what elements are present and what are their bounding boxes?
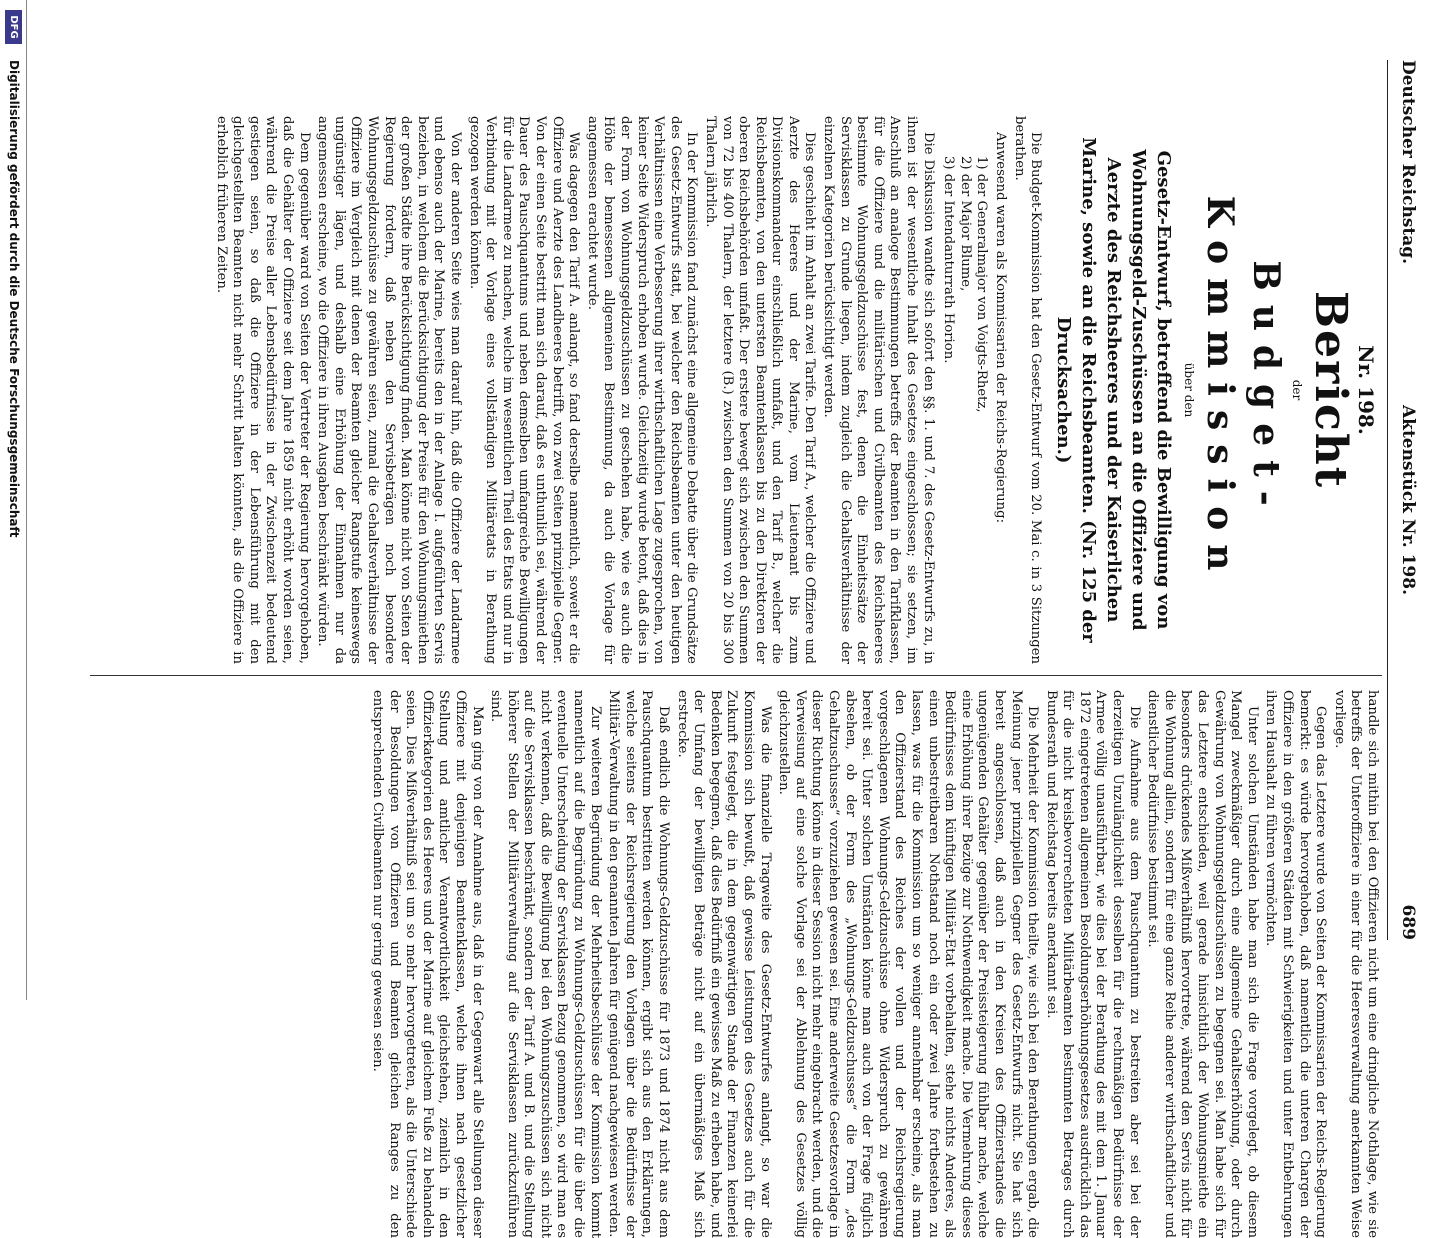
list-item: 1) der Generalmajor von Voigts-Rhetz, bbox=[974, 156, 990, 413]
dfg-logo: DFG bbox=[5, 10, 22, 44]
document-title: Bericht bbox=[1305, 290, 1357, 490]
page-number: 689 bbox=[1398, 904, 1418, 940]
paragraph: Gegen das Letztere wurde von Seiten der Kommissarien der Reichs-Regierung bemerkt: es würde hervorgehoben, daß namentlich die unteren Chargen der Offiziere in den größeren Städten mit Schwierigkeiten und unter Entbehrungen ihren Haushalt zu führen vermöchten. bbox=[1263, 690, 1329, 1238]
paragraph: Daß endlich die Wohnungs-Geldzuschüsse für 1873 und 1874 nicht aus dem Pauschquantum bestritten werden können, ergibt sich aus den Erklärungen, welche seitens der Reichsregierung den Vorlagen über die Bedürfnisse der Militär-Verwaltung in den genannten Jahren für genügend nachgewiesen werden. bbox=[606, 690, 672, 1238]
paragraph: Was die finanzielle Tragweite des Gesetz-Entwurfes anlangt, so war die Kommission sich bewußt, daß gewisse Leistungen des Gesetzes auch für die Zukunft festgelegt, die in dem gegenwärtigen Stande der Finanzen keinerlei Bedenken begegnen, daß dies Bedürfniß ein gewisses Maß zu erheben habe, und der Umfang der bewilligten Beträge nicht auf ein übermäßiges Maß sich erstrecke. bbox=[674, 690, 773, 1238]
running-head bbox=[1390, 60, 1424, 940]
paragraph: Die Budget-Kommission hat den Gesetz-Entwurf vom 20. Mai c. in 3 Sitzungen berathen. bbox=[1011, 116, 1044, 664]
paragraph: Zur weiteren Begründung der Mehrheitsbeschlüsse der Kommission kommt namentlich auf die Begründung zu Wohnungs-Geldzuschüssen für die über die eventuelle Unterscheidung der Servisklassen Bezug genommen, so wird man es nicht verkennen, daß die Bewilligung bei den Wohnungszuschüssen sich nicht auf die Servisklassen beschränkt, sondern der Tarif A. und B. und die Stellung höherer Stellen der Militärverwaltung auf die Servisklassen zurückzuführen sind. bbox=[488, 690, 603, 1238]
paragraph: Die Aufnahme aus dem Pauschquantum zu bestreiten aber sei bei der derzeitigen Unzulänglichkeit desselben für die rechtmäßigen Bedürfnisse der Armee völlig unausführbar, wie dies bei der Berathung des mit dem 1. Januar 1872 eingetretenen allgemeinen Besoldungserhöhungsgesetzes ausdrücklich das für die nicht kreisbevorrechteten Militärbeamten bestimmten Betrages durch Bundesrath und Reichstag bereits anerkannt sei. bbox=[1043, 690, 1142, 1238]
paragraph: Die Mehrheit der Kommission theilte, wie sich bei den Berathungen ergab, die Meinung jener prinzipiellen Gegner des Gesetz-Entwurfs nicht. Sie hat sich bereit angeschlossen, daß auch in den Kreisen des Offizierstandes die ungenügenden Gehälter gegenüber der Preissteigerung fühlbar mache, welche eine Erhöhung ihrer Bezüge zur Nothwendigkeit mache. Die Vermehrung dieses Bedürfnisses dem künftigen Militär-Etat vorbehalten, stehe nichts Anderes, als einen unbestreitbaren Nothstand noch ein oder zwei Jahre fortbestehen zu lassen, was für die Kommission um so weniger annehmbar erscheine, als man den Offizierstand des Reiches der vollen und der Reichsregierung vorgeschlagenen Wohnungs-Geldzuschüsse ohne Widerspruch zu gewähren bereit sei. Unter solchen Umständen könne man auch von der Frage füglich absehen, ob der Form des „Wohnungs-Geldzuschusses“ die Form „des Gehaltzuschusses“ vorzuziehen gewesen sei. Eine anderweite Gesetzesvorlage in dieser Richtung könne in dieser Session nicht mehr eingebracht werden, und die Verweisung auf eine solche Vorlage sei der Ablehnung des Gesetzes völlig gleichzustellen. bbox=[776, 690, 1041, 1238]
paragraph: Was dagegen den Tarif A. anlangt, so fand derselbe namentlich, soweit er die Offiziere und Aerzte des Landheeres betrifft, von zwei Seiten prinzipielle Gegner. Von der einen Seite bestritt man sich darauf, daß es unthunlich sei, während der Dauer des Pauschquantums und neben demselben umfangreiche Bewilligungen für die Landarmee zu machen, welche im wesentlichen Theil des Etats und nur in Verbindung mit der Vorlage eines vollständigen Militäretats in Berathung gezogen werden könnten. bbox=[466, 116, 582, 664]
paragraph: Unter solchen Umständen habe man sich die Frage vorgelegt, ob diesem Mangel zweckmäßiger durch eine allgemeine Gehaltserhöhung, oder durch Gewährung von Wohnungsgeldzuschüssen zu begegnen sei. Man habe sich für das Letztere entschieden, weil gerade hinsichtlich der Wohnungsmiethe ein besonders drückendes Mißverhältniß hervortrete, während den Servis nicht für die Wohnung allein, sondern für eine ganze Reihe anderer wirthschaftlicher und dienstlicher Bedürfnisse bestimmt sei. bbox=[1145, 690, 1260, 1238]
footer-text: Digitalisierung gefördert durch die Deutsche Forschungsgemeinschaft bbox=[7, 60, 21, 538]
digitization-footer bbox=[0, 0, 27, 1000]
paragraph: Die Diskussion wandte sich sofort den §§. 1. und 7. des Gesetz-Entwurfs zu, in ihnen ist der wesentliche Inhalt des Gesetzes eingeschlossen; sie setzen, im Anschluß an analoge Bestimmungen betreffs der Beamten in den Tarifklassen, für die Offiziere und die militärischen und Civilbeamten des Reichsheeres bestimmte Wohnungsgeldzuschüsse fest, denen die Einheitssätze der Servisklassen zu Grunde liegen, indem zugleich die Gehaltsverhältnisse der einzelnen Kategorien berücksichtigt werden. bbox=[821, 116, 936, 664]
title-ueber-den: über den bbox=[1181, 362, 1196, 418]
paragraph: Dies geschieht im Anhalt an zwei Tarife. Den Tarif A., welcher die Offiziere und Aerzte des Heeres und der Marine, vom Lieutenant bis zum Divisionskommandeur einschließlich umfaßt, und den Tarif B., welcher die Reichsbeamten, von den untersten Beamtenklassen bis zu den Direktoren der oberen Reichsbehörden umfaßt. Der erstere bewegt sich zwischen den Summen von 72 bis 400 Thalern, der letztere (B.) zwischen den Summen von 20 bis 300 Thalern jährlich. bbox=[702, 116, 818, 664]
paragraph: Anwesend waren als Kommissarien der Reichs-Regierung: bbox=[993, 132, 1009, 524]
header-rule bbox=[1387, 60, 1388, 940]
right-column bbox=[90, 690, 1380, 1238]
title-der: der bbox=[1290, 379, 1305, 401]
paragraph: Man ging von der Annahme aus, daß in der Gegenwart alle Stellungen dieser Offiziere mit denjenigen Beamtenklassen, welche ihnen nach gesetzlicher Stellung und amtlicher Verantwortlichkeit gleichstehen, ziemlich in den Offizierkategorien des Heeres und der Marine auf gleichem Fuße zu behandeln seien. Dies Mißverhältniß sei um so mehr hervorgetreten, als die Unterschiede der Besoldungen von Offizieren und Beamten gleichen Ranges zu den entsprechenden Civilbeamten nur gering gewesen seien. bbox=[369, 690, 485, 1238]
header-center: Aktenstück Nr. 198. bbox=[1398, 404, 1418, 595]
left-column bbox=[90, 116, 1380, 664]
paragraph: Von der anderen Seite wies man darauf hin, daß die Offiziere der Landarmee und ebenso auch der Marine, bereits den in der Anlage I. aufgeführten Servis beziehen, in welchem die Berücksichtigung der Preise für den Wohnungsmiethen der großen Städte ihre Berücksichtigung finden. Man könne nicht von Seiten der Regierung fordern, daß neben den Servisbeträgen noch besondere Wohnungsgeldzuschüsse zu gewähren seien, zumal die Gehaltsverhältnisse der Offiziere im Vergleich mit denen der Beamten gleicher Rangstufe keineswegs ungünstiger lägen, und deshalb eine Erhöhung der Einnahmen nur da angemessen erscheine, wo die Offiziere in ihren Ausgaben beschränkt würden. bbox=[315, 116, 464, 664]
document-subject: Gesetz-Entwurf, betreffend die Bewilligung von Wohnungsgeld-Zuschüssen an die Offiziere und Aerzte des Reichsheeres und der Kaiserlichen Marine, sowie an die Reichsbeamten. (Nr. 125 der Drucksachen.) bbox=[1053, 137, 1175, 643]
commission-name: Budget-Kommission bbox=[1198, 195, 1287, 585]
list-item: 2) der Major Blume, bbox=[957, 156, 973, 292]
commissioner-list bbox=[940, 156, 990, 664]
header-left: Deutscher Reichstag. bbox=[1398, 60, 1418, 265]
paragraph: Dem gegenüber ward von Seiten der Vertreter der Regierung hervorgehoben, daß die Gehälter der Offiziere seit dem Jahre 1859 nicht erhöht worden seien, während die Preise aller Lebensbedürfnisse in der Zwischenzeit bedeutend gestiegen seien, so daß die Offiziere in der Lebensführung mit den gleichgestellten Beamten nicht mehr Schritt halten könnten, als die Offiziere in erheblich früheren Zeiten. bbox=[213, 116, 312, 664]
column-divider bbox=[90, 675, 1382, 676]
paragraph: handle sich mithin bei den Offizieren nicht um eine dringliche Nothlage, wie sie betreffs der Unteroffiziere in einer für die Heeresverwaltung anerkannten Weise vorliege. bbox=[1331, 690, 1380, 1238]
paragraph: In der Kommission fand zunächst eine allgemeine Debatte über die Grundsätze des Gesetz-Entwurfs statt, bei welcher den Reichsbeamten unter den heutigen Verhältnissen eine Verbesserung ihrer wirthschaftlichen Lage zugesprochen, von keiner Seite Widerspruch erhoben wurde. Gleichzeitig wurde betont, daß dies in der Form von Wohnungsgeldzuschüssen zu geschehen habe, wie es auch die Höhe der bemessenen allgemeinen Bestimmung, da auch die Vorlage für angemessen erachtet wurde. bbox=[584, 116, 700, 664]
list-item: 3) der Intendanturrath Horion. bbox=[941, 156, 957, 364]
document-number: Nr. 198. bbox=[1354, 345, 1378, 435]
